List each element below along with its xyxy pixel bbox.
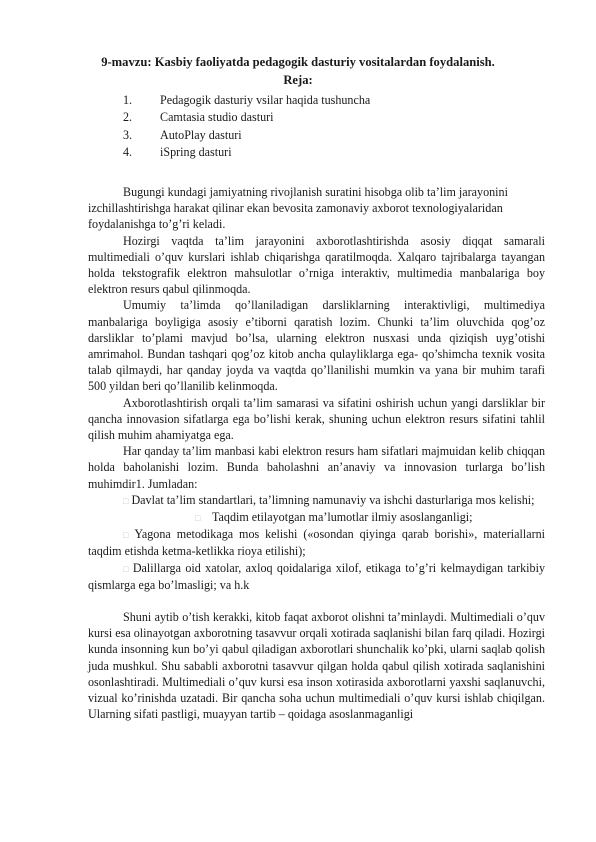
paragraph: Hozirgi vaqtda ta’lim jarayonini axborotlashtirishda asosiy diqqat samarali multimediali o’quv kurslari ishlab chiqarishga qaratilmoqda. Xalqaro tajribalarga tayangan holda tekstografik elektron mahsulotlar o’rniga interaktiv, multimedia manbalariga boy elektron resurs qabul qilinmoqda. xyxy=(88,233,545,297)
plan-item xyxy=(123,144,370,161)
plan-item-number: 2. xyxy=(123,110,133,125)
page-title: 9-mavzu: Kasbiy faoliyatda pedagogik dasturiy vositalardan foydalanish. xyxy=(101,55,495,69)
paragraph: Har qanday ta’lim manbasi kabi elektron resurs ham sifatlari majmuidan kelib chiqqan holda baholanishi lozim. Bunda baholashni an’anaviy va innovasion turlarga bo’lish muhimdir1. Jumladan: xyxy=(88,444,545,491)
plan-item-text: iSpring dasturi xyxy=(160,144,232,159)
checkbox-bullet-icon: □ xyxy=(123,530,132,541)
plan-item-text: Pedagogik dasturiy vsilar haqida tushuncha xyxy=(160,93,371,107)
body-text xyxy=(88,184,545,723)
bullet-item xyxy=(88,492,545,509)
paragraph: Bugungi kundagi jamiyatning rivojlanish suratini hisobga olib ta’lim jarayonini izchillashtirishga harakat qilinar ekan bevosita zamonaviy axborot texnologiyalaridan foydalanishga to’g’ri keladi. xyxy=(88,185,508,232)
bullet-text: Yagona metodikaga mos kelishi («osondan qiyinga qarab borishi», materiallarni taqdim etishda ketma-ketlikka rioya etilishi); xyxy=(88,527,546,559)
plan-item xyxy=(123,127,370,144)
plan-item-number: 1. xyxy=(123,93,133,107)
plan-list xyxy=(123,92,370,161)
paragraph: Shuni aytib o’tish kerakki, kitob faqat axborot olishni ta’minlaydi. Multimediali o’quv kursi esa olinayotgan axborotning tasavvur orqali xotirada saqlanishi bilan farq qiladi. Hozirgi kunda insonning kun bo’yi qabul qiladigan axborotlari shunchalik ko’pki, ularni saqlab qolish juda mushkul. Shu sababli axborotni tasavvur qilgan holda qabul qilish xotirada saqlanishini osonlashtiradi. Multimediali o’quv kursi esa inson xotirasida axborotlarni yaxshi saqlanuvchi, vizual ko’rinishda uzatadi. Bir qancha soha uchun multimediali o’quv kursi ishlab chiqilgan. Ularning sifati pastligi, muayyan tartib – qoidaga asoslanmaganligi xyxy=(88,610,545,722)
bullet-item xyxy=(88,526,545,559)
bullet-text: Taqdim etilayotgan ma’lumotlar ilmiy asoslanganligi; xyxy=(212,510,473,525)
bullet-item xyxy=(88,509,545,526)
plan-item-text: Camtasia studio dasturi xyxy=(160,110,274,125)
plan-item xyxy=(123,92,370,109)
bullet-text: Dalillarga oid xatolar, axloq qoidalariga xilof, etikaga to’g’ri kelmaydigan tarkibiy qismlarga ega bo’lmasligi; va h.k xyxy=(88,560,545,592)
bullet-text: Davlat ta’lim standartlari, ta’limning namunaviy va ishchi dasturlariga mos kelishi; xyxy=(131,492,535,507)
plan-item xyxy=(123,109,370,126)
bullet-item xyxy=(88,560,545,593)
plan-heading: Reja: xyxy=(283,73,313,87)
plan-item-text: AutoPlay dasturi xyxy=(160,127,242,142)
checkbox-bullet-icon: □ xyxy=(123,563,130,574)
checkbox-bullet-icon: □ xyxy=(123,495,129,506)
checkbox-bullet-icon: □ xyxy=(195,513,201,524)
plan-item-number: 4. xyxy=(123,144,133,159)
paragraph: Umumiy ta’limda qo’llaniladigan darsliklarning interaktivligi, multimediya manbalariga boyligiga asosiy e’tiborni qaratish lozim. Chunki ta’lim oluvchida qog’oz darsliklar to’plami mavjud bo’lsa, ularning elektron nusxasi unda qiziqish uyg’otishi amrimahol. Bundan tashqari qog’oz kitob ancha qulayliklarga ega- qo’shimcha texnik vosita talab qilmaydi, har qanday joyda va vaqtda qo’llanilishi mumkin va yana bir muhim tarafi 500 yildan beri qo’llanilib kelinmoqda. xyxy=(88,298,545,394)
plan-item-number: 3. xyxy=(123,127,133,142)
paragraph: Axborotlashtirish orqali ta’lim samarasi va sifatini oshirish uchun yangi darsliklar bir qancha innovasion sifatlarga ega bo’lishi kerak, shuning uchun elektron resurs sifatini tahlil qilish muhim ahamiyatga ega. xyxy=(88,395,545,443)
